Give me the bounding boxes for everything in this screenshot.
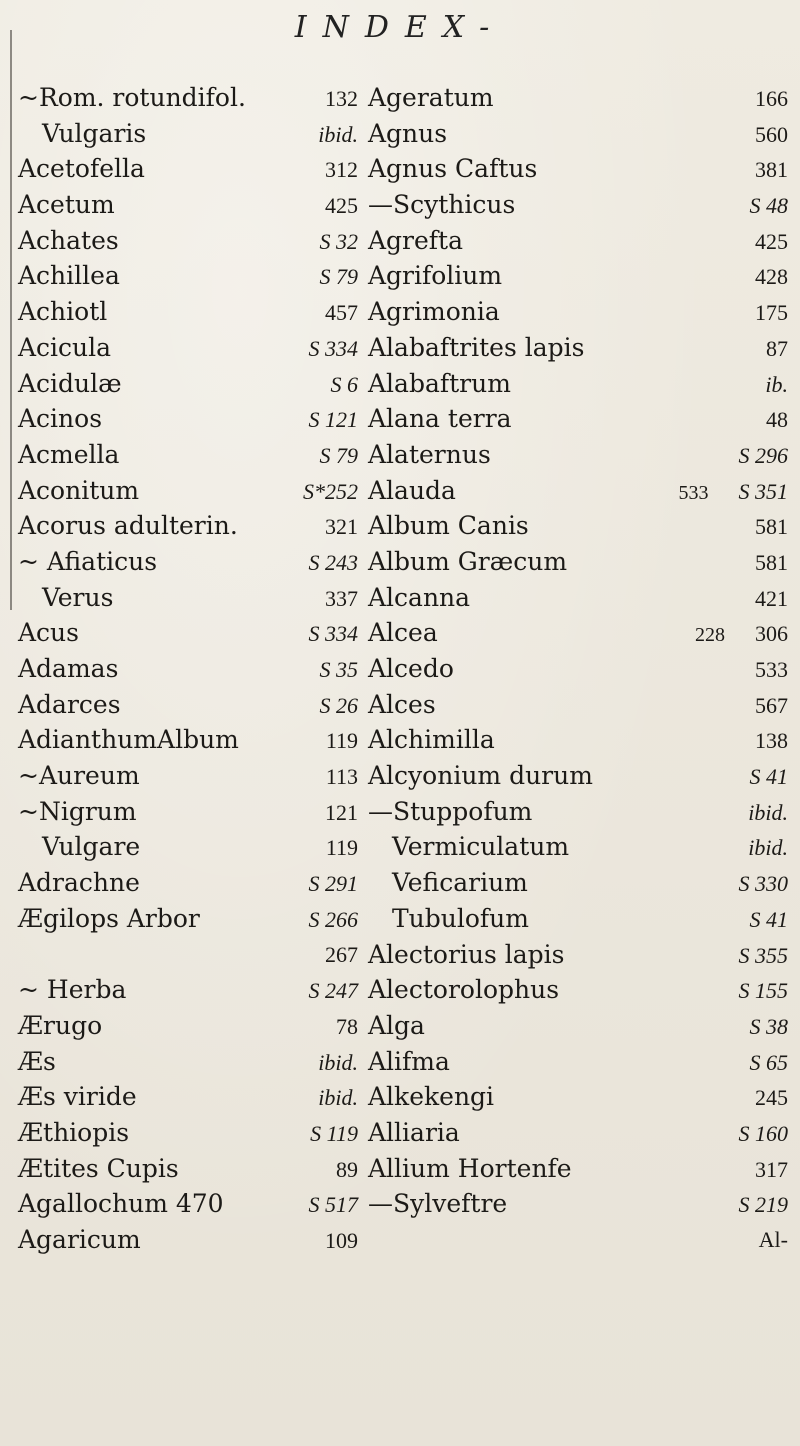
- entry-refs: [755, 545, 788, 581]
- index-entry: [18, 972, 358, 1008]
- entry-name: AdianthumAlbum: [18, 725, 239, 755]
- entry-name: Æs: [18, 1046, 56, 1076]
- entry-refs: [755, 152, 788, 188]
- entry-name: Ægilops Arbor: [18, 903, 200, 933]
- index-column-right: [368, 80, 788, 1258]
- entry-refs: [309, 545, 359, 581]
- entry-refs: [695, 616, 788, 654]
- entry-name: Alana terra: [368, 404, 512, 434]
- entry-refs: [750, 759, 789, 795]
- entry-refs: [755, 81, 788, 117]
- entry-refs: [320, 438, 359, 474]
- entry-page: S 334: [308, 335, 358, 361]
- entry-refs: [739, 438, 789, 474]
- entry-page: ibid.: [318, 121, 358, 147]
- entry-refs: [309, 866, 359, 902]
- index-entry: [368, 80, 788, 116]
- entry-page: ibid.: [748, 799, 788, 825]
- entry-name: Adarces: [18, 689, 121, 719]
- index-entry: [18, 508, 358, 544]
- entry-page: S 296: [738, 442, 788, 468]
- index-entry: [368, 473, 788, 509]
- entry-name: Æthiopis: [18, 1117, 130, 1147]
- entry-page: 119: [325, 835, 358, 861]
- entry-page: 581: [755, 514, 788, 540]
- entry-name: Agnus Caftus: [368, 154, 538, 184]
- index-entry: [368, 580, 788, 616]
- entry-name: Alaternus: [368, 439, 491, 469]
- entry-refs: [331, 367, 359, 403]
- entry-refs: [318, 117, 358, 153]
- entry-name: ~ Herba: [18, 975, 127, 1005]
- entry-extra-page: 533: [678, 481, 709, 504]
- index-entry: [18, 651, 358, 687]
- entry-page: S*252: [303, 478, 358, 504]
- entry-page: 421: [755, 585, 788, 611]
- entry-refs: [755, 652, 788, 688]
- index-entry: [18, 937, 358, 973]
- entry-refs: [325, 188, 358, 224]
- entry-refs: [755, 1080, 788, 1116]
- entry-page: 132: [325, 86, 358, 111]
- entry-page: 317: [755, 1156, 788, 1182]
- index-entry: [18, 366, 358, 402]
- entry-page: S 41: [749, 764, 788, 790]
- entry-name: Agallochum 470: [18, 1189, 224, 1219]
- entry-refs: [325, 152, 358, 188]
- index-entry: [368, 829, 788, 865]
- entry-page: 312: [325, 157, 358, 183]
- entry-name: Agrimonia: [368, 297, 500, 327]
- index-entry: [368, 366, 788, 402]
- entry-page: S 351: [738, 478, 788, 504]
- entry-name: Aconitum: [18, 475, 140, 505]
- entry-refs: [739, 1187, 789, 1223]
- entry-refs: [318, 1080, 358, 1116]
- entry-page: S 121: [308, 407, 358, 433]
- entry-name: Acinos: [18, 404, 103, 434]
- entry-name: Alcea: [368, 618, 438, 648]
- index-entry: [368, 223, 788, 259]
- index-entry: [18, 187, 358, 223]
- index-entry: [18, 401, 358, 437]
- entry-page: 175: [755, 300, 788, 326]
- index-entry: [18, 116, 358, 152]
- entry-refs: [755, 1152, 788, 1188]
- index-entry: [368, 116, 788, 152]
- entry-name: Ageratum: [368, 83, 494, 112]
- entry-page: S 32: [319, 228, 358, 254]
- entry-page: 581: [755, 549, 788, 575]
- index-entry: [368, 294, 788, 330]
- index-entry: [18, 80, 358, 116]
- entry-refs: [325, 937, 358, 973]
- entry-refs: [325, 509, 358, 545]
- entry-name: ~Rom. rotundifol.: [18, 83, 246, 112]
- entry-page: S 219: [738, 1192, 788, 1218]
- index-entry: [368, 1151, 788, 1187]
- entry-page: S 155: [738, 978, 788, 1004]
- index-entry: [368, 972, 788, 1008]
- entry-name: Tubulofum: [392, 903, 529, 933]
- entry-page: 89: [336, 1156, 358, 1182]
- entry-name: Acus: [18, 618, 79, 648]
- entry-page: S 41: [749, 906, 788, 932]
- entry-name: Alauda: [368, 475, 456, 505]
- page-header: INDEX-: [294, 10, 506, 45]
- entry-page: 306: [755, 621, 788, 647]
- entry-name: Verus: [42, 582, 114, 612]
- index-entry: [18, 1186, 358, 1222]
- entry-name: Agrefta: [368, 225, 464, 255]
- entry-refs: [309, 902, 359, 938]
- index-entry: [368, 865, 788, 901]
- entry-refs: [750, 902, 789, 938]
- entry-page: S 291: [308, 871, 358, 897]
- index-entry: [368, 758, 788, 794]
- entry-name: ~Nigrum: [18, 796, 137, 826]
- entry-name: Acorus adulterin.: [18, 511, 238, 541]
- entry-name: Æs viride: [18, 1082, 137, 1112]
- index-entry: [368, 508, 788, 544]
- entry-page: S 160: [738, 1120, 788, 1146]
- entry-refs: [750, 1045, 789, 1081]
- entry-name: Alcedo: [368, 654, 454, 683]
- entry-refs: [755, 259, 788, 295]
- entry-refs: [325, 81, 358, 117]
- entry-page: S 65: [749, 1049, 788, 1075]
- index-entry: [18, 722, 358, 758]
- entry-refs: [336, 1152, 358, 1188]
- entry-page: 119: [325, 728, 358, 754]
- entry-refs: [748, 830, 788, 866]
- entry-name: Adamas: [18, 654, 119, 683]
- index-entry: [368, 151, 788, 187]
- entry-name: Alectorius lapis: [368, 939, 565, 969]
- entry-page: 138: [755, 728, 788, 754]
- entry-refs: [765, 367, 788, 403]
- entry-refs: [309, 1187, 359, 1223]
- entry-refs: [318, 1045, 358, 1081]
- entry-name: Agaricum: [18, 1225, 141, 1254]
- index-entry: [368, 651, 788, 687]
- entry-page: 428: [755, 264, 788, 290]
- entry-name: Album Græcum: [368, 546, 568, 576]
- entry-name: Acetofella: [18, 154, 145, 184]
- entry-refs: [755, 295, 788, 331]
- entry-refs: [739, 938, 789, 974]
- entry-name: Alifma: [368, 1046, 450, 1076]
- entry-refs: [759, 1222, 788, 1258]
- index-entry: [18, 794, 358, 830]
- index-entry: [18, 901, 358, 937]
- index-entry: [368, 1044, 788, 1080]
- entry-name: Alabaftrites lapis: [368, 332, 585, 362]
- index-entry: [18, 1079, 358, 1115]
- entry-page: ib.: [765, 371, 788, 397]
- entry-page: 109: [325, 1228, 358, 1253]
- index-entry: [368, 722, 788, 758]
- entry-name: Acidulæ: [18, 368, 122, 398]
- entry-name: Alabaftrum: [368, 368, 511, 398]
- entry-name: Alectorolophus: [368, 975, 560, 1005]
- index-entry: [18, 330, 358, 366]
- entry-name: Vulgaris: [42, 118, 147, 148]
- index-entry: [368, 1115, 788, 1151]
- entry-refs: [309, 402, 359, 438]
- entry-name: Vulgare: [42, 832, 141, 862]
- entry-page: S 266: [308, 906, 358, 932]
- entry-page: 337: [325, 585, 358, 611]
- index-entry: [368, 544, 788, 580]
- index-entry: [18, 829, 358, 865]
- index-entry: [368, 330, 788, 366]
- entry-name: Ærugo: [18, 1010, 103, 1040]
- entry-refs: [755, 688, 788, 724]
- entry-refs: [309, 616, 359, 652]
- index-entry: [18, 1222, 358, 1258]
- entry-refs: [336, 1009, 358, 1045]
- index-entry: [368, 1222, 788, 1258]
- entry-refs: [755, 723, 788, 759]
- entry-refs: [320, 688, 359, 724]
- entry-page: 425: [755, 228, 788, 254]
- entry-page: 121: [325, 799, 358, 825]
- entry-refs: [739, 973, 789, 1009]
- entry-name: Alcanna: [368, 582, 471, 612]
- entry-refs: [739, 866, 789, 902]
- index-entry: [18, 687, 358, 723]
- index-entry: [18, 437, 358, 473]
- entry-refs: [320, 224, 359, 260]
- entry-refs: [303, 474, 358, 510]
- entry-page: ibid.: [318, 1085, 358, 1111]
- entry-name: Achates: [18, 225, 119, 255]
- index-entry: [18, 544, 358, 580]
- entry-name: Allium Hortenfe: [368, 1153, 572, 1183]
- index-entry: [18, 151, 358, 187]
- index-entry: [18, 1008, 358, 1044]
- entry-name: —Scythicus: [368, 190, 516, 220]
- entry-name: Alliaria: [368, 1117, 460, 1147]
- entry-page: S 35: [319, 657, 358, 682]
- entry-page: Al-: [758, 1227, 788, 1252]
- index-entry: [18, 580, 358, 616]
- index-entry: [368, 258, 788, 294]
- entry-page: S 243: [308, 549, 358, 575]
- entry-name: Album Canis: [368, 511, 529, 541]
- entry-refs: [326, 830, 358, 866]
- index-entry: [18, 294, 358, 330]
- entry-refs: [309, 331, 359, 367]
- entry-name: Ætites Cupis: [18, 1153, 179, 1183]
- index-entry: [18, 758, 358, 794]
- entry-refs: [679, 474, 789, 512]
- entry-page: ibid.: [748, 835, 788, 861]
- entry-page: S 79: [319, 264, 358, 290]
- entry-refs: [755, 581, 788, 617]
- entry-name: —Sylveftre: [368, 1189, 508, 1219]
- entry-name: —Stuppofum: [368, 796, 533, 826]
- entry-page: 567: [755, 692, 788, 718]
- index-entry: [18, 258, 358, 294]
- entry-name: ~ Afiaticus: [18, 546, 158, 576]
- index-entry: [368, 401, 788, 437]
- entry-name: Achiotl: [18, 297, 108, 327]
- entry-name: Agnus: [368, 118, 448, 148]
- index-entry: [368, 187, 788, 223]
- index-entry: [18, 1151, 358, 1187]
- entry-page: S 247: [308, 978, 358, 1004]
- entry-refs: [755, 117, 788, 153]
- index-entry: [18, 1044, 358, 1080]
- entry-refs: [320, 652, 359, 688]
- entry-name: Acetum: [18, 190, 115, 220]
- index-entry: [18, 223, 358, 259]
- entry-page: 113: [325, 764, 358, 790]
- entry-refs: [755, 224, 788, 260]
- entry-refs: [326, 759, 358, 795]
- entry-name: Alga: [368, 1010, 425, 1040]
- index-entry: [368, 1079, 788, 1115]
- entry-refs: [309, 973, 359, 1009]
- entry-page: 87: [766, 335, 788, 361]
- entry-name: Alkekengi: [368, 1082, 495, 1112]
- entry-refs: [748, 795, 788, 831]
- index-entry: [18, 473, 358, 509]
- index-entry: [368, 1186, 788, 1222]
- entry-page: S 517: [308, 1192, 358, 1218]
- entry-page: S 334: [308, 621, 358, 647]
- entry-name: Acmella: [18, 439, 120, 469]
- entry-page: S 26: [319, 692, 358, 718]
- entry-page: 321: [325, 514, 358, 540]
- entry-page: 425: [325, 193, 358, 219]
- entry-name: ~Aureum: [18, 761, 140, 791]
- entry-name: Achillea: [18, 261, 120, 291]
- entry-refs: [326, 723, 358, 759]
- index-column-left: [18, 80, 358, 1258]
- entry-page: 533: [755, 657, 788, 682]
- entry-page: S 48: [749, 193, 788, 219]
- index-entry: [368, 1008, 788, 1044]
- entry-page: S 119: [310, 1120, 358, 1146]
- entry-refs: [325, 1223, 358, 1259]
- entry-name: Agrifolium: [368, 261, 503, 291]
- entry-name: Alchimilla: [368, 725, 495, 755]
- entry-name: Adrachne: [18, 868, 140, 898]
- entry-refs: [750, 188, 789, 224]
- index-entry: [368, 615, 788, 651]
- entry-page: 381: [755, 157, 788, 183]
- entry-name: Acicula: [18, 332, 112, 362]
- entry-page: S 330: [738, 871, 788, 897]
- entry-page: 78: [336, 1013, 358, 1039]
- index-entry: [368, 901, 788, 937]
- entry-page: 245: [755, 1085, 788, 1111]
- entry-name: Alcyonium durum: [368, 761, 593, 791]
- entry-refs: [766, 331, 788, 367]
- entry-page: ibid.: [318, 1049, 358, 1075]
- entry-refs: [320, 259, 359, 295]
- entry-page: 48: [766, 407, 788, 433]
- index-entry: [368, 437, 788, 473]
- entry-refs: [739, 1116, 789, 1152]
- entry-name: Vermiculatum: [392, 832, 570, 862]
- entry-refs: [310, 1116, 358, 1152]
- entry-page: S 355: [738, 942, 788, 968]
- index-entry: [18, 615, 358, 651]
- index-entry: [18, 1115, 358, 1151]
- entry-refs: [325, 295, 358, 331]
- index-entry: [368, 937, 788, 973]
- index-entry: [368, 687, 788, 723]
- page-edge-rule: [10, 30, 12, 610]
- index-entry: [368, 794, 788, 830]
- index-entry: [18, 865, 358, 901]
- entry-page: S 79: [319, 442, 358, 468]
- entry-refs: [766, 402, 788, 438]
- entry-refs: [325, 795, 358, 831]
- entry-page: 267: [325, 941, 358, 967]
- entry-page: 166: [755, 86, 788, 111]
- entry-page: 457: [325, 300, 358, 326]
- entry-name: Alces: [368, 689, 436, 719]
- entry-page: 560: [755, 121, 788, 147]
- entry-name: Veficarium: [392, 868, 528, 898]
- entry-page: S 6: [330, 371, 358, 397]
- entry-page: S 38: [749, 1013, 788, 1039]
- entry-refs: [750, 1009, 789, 1045]
- entry-refs: [325, 581, 358, 617]
- entry-refs: [755, 509, 788, 545]
- entry-extra-page: 228: [695, 624, 725, 647]
